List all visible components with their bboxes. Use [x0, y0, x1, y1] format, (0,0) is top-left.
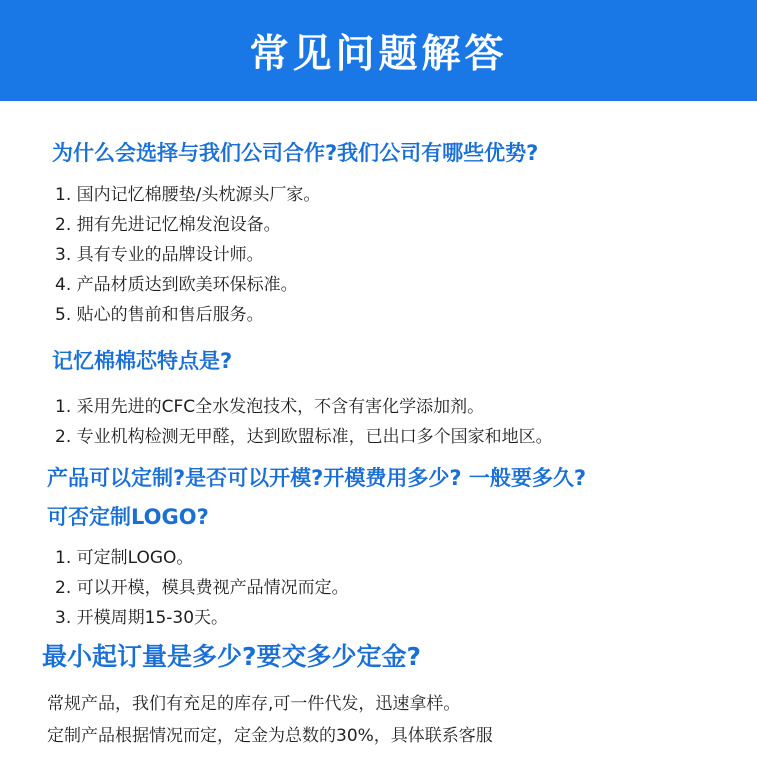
list-item: 1. 采用先进的CFC全水发泡技术，不含有害化学添加剂。	[55, 397, 485, 417]
list-item: 3. 具有专业的品牌设计师。	[55, 245, 264, 265]
list-item: 2. 专业机构检测无甲醛，达到欧盟标准，已出口多个国家和地区。	[55, 427, 553, 447]
faq-question-moq: 最小起订量是多少?要交多少定金?	[42, 642, 422, 671]
list-item: 3. 开模周期15-30天。	[55, 608, 229, 628]
answer-line: 定制产品根据情况而定，定金为总数的30%，具体联系客服	[47, 726, 493, 746]
page-title: 常见问题解答	[249, 31, 508, 77]
list-item: 1. 国内记忆棉腰垫/头枕源头厂家。	[55, 185, 321, 205]
list-item: 2. 可以开模，模具费视产品情况而定。	[55, 578, 349, 598]
answer-line: 常规产品，我们有充足的库存,可一件代发，迅速拿样。	[47, 694, 461, 714]
faq-question-customization: 产品可以定制?是否可以开模?开模费用多少? 一般要多久?	[47, 466, 587, 490]
list-item: 4. 产品材质达到欧美环保标准。	[55, 275, 298, 295]
page-header	[0, 0, 757, 101]
list-item: 2. 拥有先进记忆棉发泡设备。	[55, 215, 281, 235]
list-item: 1. 可定制LOGO。	[55, 548, 194, 568]
faq-question-foam-features: 记忆棉棉芯特点是?	[52, 349, 233, 373]
faq-question-logo: 可否定制LOGO?	[47, 505, 209, 529]
faq-question-partnership: 为什么会选择与我们公司合作?我们公司有哪些优势?	[52, 141, 539, 165]
list-item: 5. 贴心的售前和售后服务。	[55, 305, 264, 325]
